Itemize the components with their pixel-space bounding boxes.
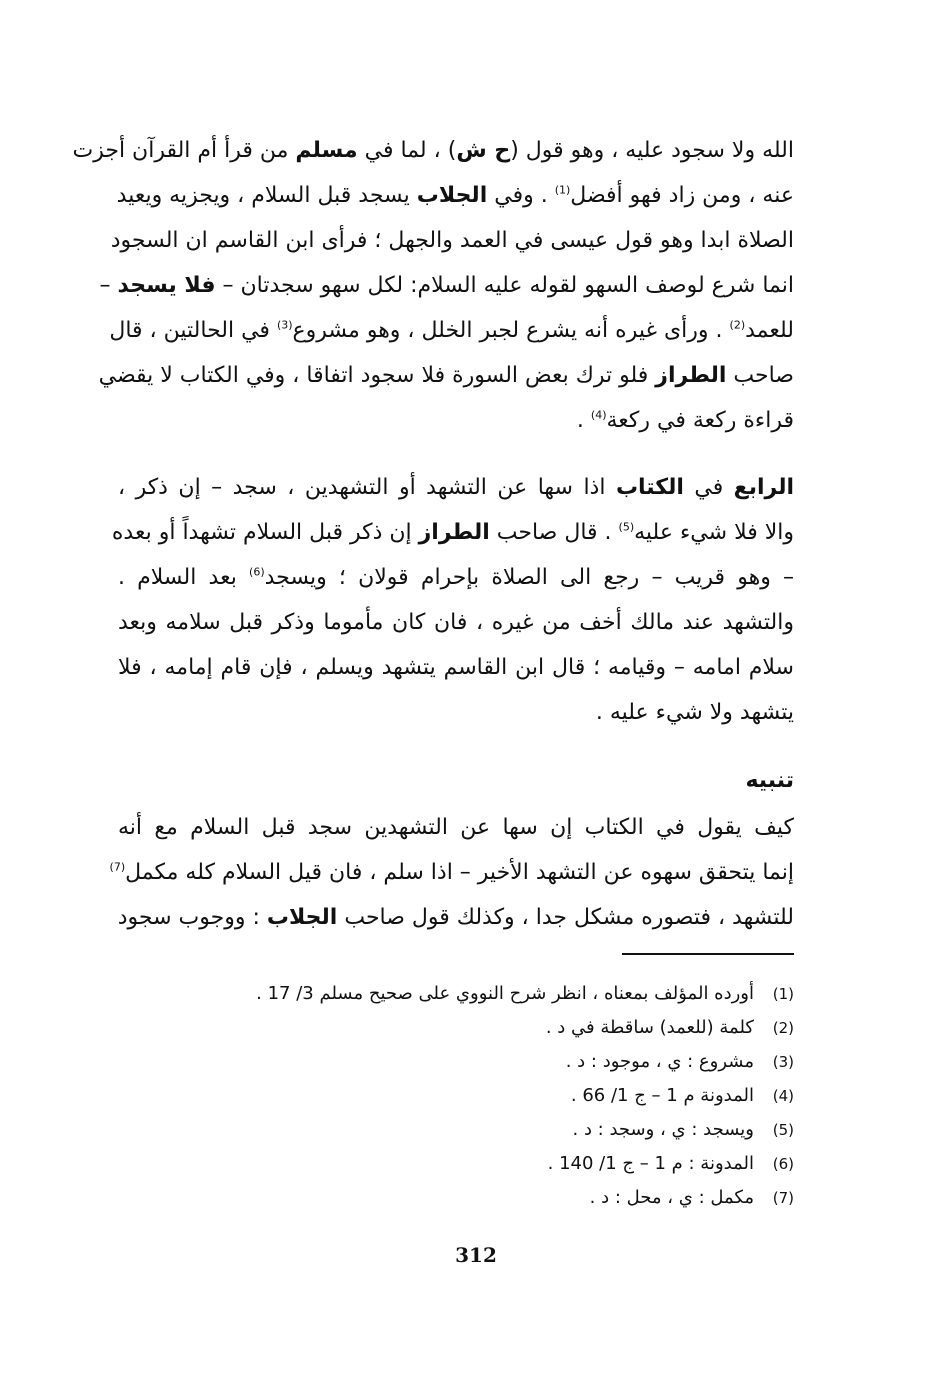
footnote-text: أورده المؤلف بمعناه ، انظر شرح النووي على صحيح مسلم 3/ 17 . (256, 983, 754, 1004)
text-line (118, 465, 794, 510)
text-run: الله ولا سجود عليه ، وهو قول ( (510, 138, 794, 163)
footnote-number: (1) (772, 985, 794, 1003)
footnotes (234, 977, 794, 1215)
footnote-item (234, 1079, 794, 1113)
text-line: سلام امامه – وقيامه ؛ قال ابن القاسم يتشهد ويسلم ، فإن قام إمامه ، فلا (118, 655, 794, 680)
footnote-number: (2) (772, 1019, 794, 1037)
text-line (111, 510, 794, 555)
text-line: الصلاة ابدا وهو قول عيسى في العمد والجهل ؛ فرأى ابن القاسم ان السجود (110, 228, 794, 253)
bold-term: مسلم (295, 138, 358, 163)
text-line (118, 173, 794, 218)
footnote-divider (622, 953, 794, 955)
text-line: كيف يقول في الكتاب إن سها عن التشهدين سجد قبل السلام مع أنه (118, 815, 794, 840)
text-run: : ووجوب سجود (117, 905, 267, 930)
footnote-ref: (1) (554, 183, 571, 197)
footnote-text: كلمة (للعمد) ساقطة في د . (545, 1017, 754, 1038)
paragraph-gap (118, 443, 794, 465)
text-run: للتشهد ، فتصوره مشكل جدا ، وكذلك قول صاحب (337, 905, 794, 930)
footnote-ref: (5) (618, 520, 635, 534)
footnote-item (234, 977, 794, 1011)
text-run: . (576, 408, 591, 433)
text-run: صاحب (726, 363, 794, 388)
footnote-ref: (3) (276, 318, 293, 332)
text-line (99, 263, 794, 308)
bold-term: الجلاب (416, 183, 488, 208)
bold-term: الرابع (733, 475, 794, 500)
text-run: والا فلا شيء عليه (634, 520, 794, 545)
main-text (72, 128, 794, 940)
text-run: من قرأ أم القرآن أجزت (72, 138, 296, 163)
footnote-number: (3) (772, 1053, 794, 1071)
text-run: للعمد (745, 318, 794, 343)
footnote-number: (5) (772, 1121, 794, 1139)
text-run: . ورأى غيره أنه يشرع لجبر الخلل ، وهو مشروع (292, 318, 730, 343)
footnote-ref: (4) (590, 408, 607, 422)
footnote-text: المدونة : م 1 – ج 1/ 140 . (547, 1153, 754, 1174)
footnote-ref: (2) (729, 318, 746, 332)
text-run: إن ذكر قبل السلام تشهداً أو بعده (111, 520, 419, 545)
paragraph-gap (118, 735, 794, 757)
text-run: . قال صاحب (489, 520, 619, 545)
text-line (109, 308, 794, 353)
footnote-item (234, 1113, 794, 1147)
text-run: . وفي (487, 183, 555, 208)
text-run: عنه ، ومن زاد فهو أفضل (570, 183, 794, 208)
footnote-item (234, 1181, 794, 1215)
text-run: يسجد قبل السلام ، ويجزيه ويعيد (116, 183, 417, 208)
text-run: في الحالتين ، قال (109, 318, 277, 343)
text-line (109, 850, 794, 895)
text-run: في (683, 475, 734, 500)
text-line: يتشهد ولا شيء عليه . (595, 700, 794, 725)
footnote-number: (7) (772, 1189, 794, 1207)
text-line (118, 398, 794, 443)
footnote-ref: (6) (249, 565, 265, 579)
bold-term: الطراز (418, 520, 490, 545)
text-run: – (99, 273, 118, 298)
section-heading: تنبيه (745, 768, 794, 793)
bold-term: الطراز (655, 363, 727, 388)
text-run: بعد السلام . (118, 565, 250, 590)
bold-term: الكتاب (615, 475, 684, 500)
footnote-text: ويسجد : ي ، وسجد : د . (572, 1119, 754, 1140)
text-run: اذا سها عن التشهد أو التشهدين ، سجد – إن ذكر ، (118, 475, 616, 500)
bold-term: فلا يسجد (117, 273, 216, 298)
text-run: ) ، لما في (357, 138, 457, 163)
footnote-text: المدونة م 1 – ج 1/ 66 . (570, 1085, 754, 1106)
text-line (118, 555, 794, 600)
footnote-item (234, 1045, 794, 1079)
text-line (72, 128, 794, 173)
footnote-item (234, 1147, 794, 1181)
text-run: فلو ترك بعض السورة فلا سجود اتفاقا ، وفي الكتاب لا يقضي (98, 363, 656, 388)
text-run: قراءة ركعة في ركعة (606, 408, 794, 433)
page-number: 312 (455, 1243, 497, 1267)
footnote-item (234, 1011, 794, 1045)
footnote-text: مكمل : ي ، محل : د . (589, 1187, 754, 1208)
bold-term: ح ش (456, 138, 511, 163)
text-line (118, 895, 794, 940)
text-line: والتشهد عند مالك أخف من غيره ، فان كان مأموما وذكر قبل سلامه وبعد (118, 610, 794, 635)
footnote-text: مشروع : ي ، موجود : د . (565, 1051, 754, 1072)
text-line (98, 353, 794, 398)
footnote-number: (6) (772, 1155, 794, 1173)
text-run: إنما يتحقق سهوه عن التشهد الأخير – اذا سلم ، فان قيل السلام كله مكمل (125, 860, 794, 885)
bold-term: الجلاب (266, 905, 338, 930)
text-run: انما شرع لوصف السهو لقوله عليه السلام: لكل سهو سجدتان – (215, 273, 794, 298)
text-run: – وهو قريب – رجع الى الصلاة بإحرام قولان ؛ ويسجد (264, 565, 794, 590)
footnote-ref: (7) (109, 860, 126, 874)
footnote-number: (4) (772, 1087, 794, 1105)
